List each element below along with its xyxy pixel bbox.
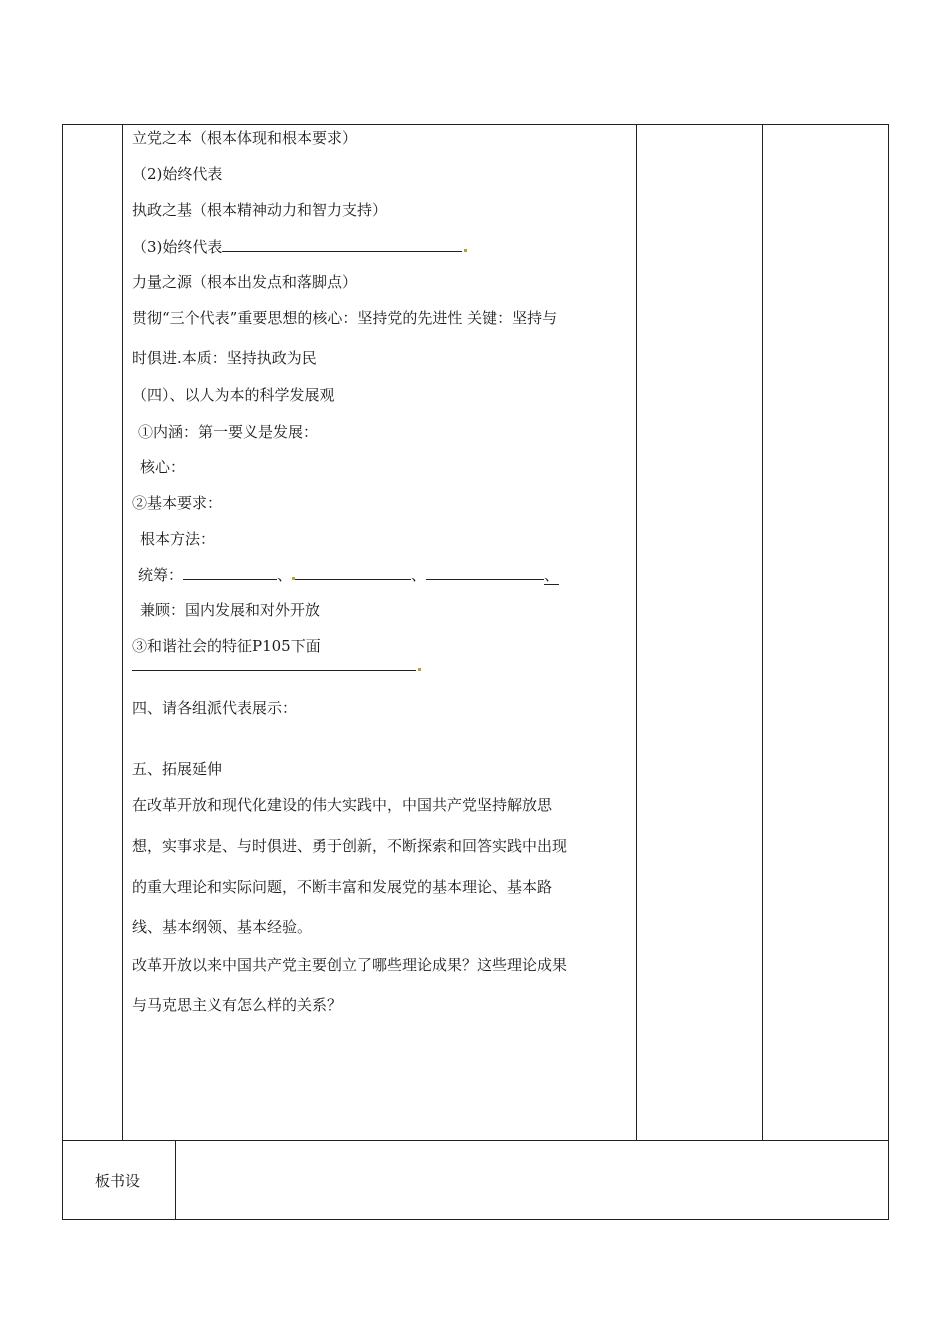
- coordinate-label: 统筹：: [138, 566, 184, 584]
- text-line-coordinate: [138, 565, 559, 585]
- text-line-connotation: ①内涵：第一要义是发展：: [138, 423, 319, 441]
- text-line-harmonious-society: ③和谐社会的特征P105下面: [132, 637, 321, 655]
- paragraph-line-3: 的重大理论和实际问题，不断丰富和发展党的基本理论、基本路: [132, 878, 553, 896]
- fill-blank-3: [295, 565, 411, 580]
- paragraph-line-4: 线、基本纲领、基本经验。: [132, 918, 313, 936]
- fill-blank-1: [222, 237, 462, 252]
- text-line-always-represent-2: （2)始终代表: [132, 165, 223, 183]
- always-represent-3-label: （3)始终代表: [132, 238, 223, 256]
- question-line-1: 改革开放以来中国共产党主要创立了哪些理论成果？这些理论成果: [132, 956, 568, 974]
- fill-blank-5: [132, 656, 416, 671]
- text-line-always-represent-3: [132, 237, 467, 257]
- text-line-governance-basis: 执政之基（根本精神动力和智力支持）: [132, 201, 388, 219]
- row-divider: [62, 1140, 889, 1141]
- board-design-label: 板书设: [95, 1172, 141, 1190]
- mark-dot: [418, 668, 421, 671]
- board-column-divider: [175, 1140, 176, 1220]
- column-divider-3: [762, 124, 763, 1141]
- section-heading-present: 四、请各组派代表展示：: [132, 699, 298, 717]
- separator: 、: [544, 566, 560, 584]
- text-line-core-key: 贯彻“三个代表”重要思想的核心：坚持党的先进性 关键：坚持与: [132, 309, 558, 327]
- text-line-blank: [132, 656, 421, 676]
- question-line-2: 与马克思主义有怎么样的关系？: [132, 996, 343, 1014]
- mark-dot: [464, 249, 467, 252]
- paragraph-line-2: 想，实事求是、与时俱进、勇于创新，不断探索和回答实践中出现: [132, 837, 568, 855]
- paragraph-line-1: 在改革开放和现代化建设的伟大实践中，中国共产党坚持解放思: [132, 796, 553, 814]
- column-divider-2: [636, 124, 637, 1141]
- text-line-source-of-strength: 力量之源（根本出发点和落脚点）: [132, 273, 358, 291]
- fill-blank-2: [183, 565, 277, 580]
- text-line-basic-requirements: ②基本要求：: [132, 494, 223, 512]
- text-line-core: 核心：: [140, 458, 186, 476]
- text-line-fundamental-method: 根本方法：: [140, 530, 216, 548]
- section-heading-scientific-development: （四）、以人为本的科学发展观: [132, 386, 335, 404]
- fill-blank-4: [426, 565, 544, 580]
- separator: 、: [411, 566, 427, 584]
- text-line-essence: 时俱进.本质：坚持执政为民: [132, 349, 317, 367]
- text-line-party-foundation: 立党之本（根本体现和根本要求）: [132, 129, 358, 147]
- text-line-balance: 兼顾：国内发展和对外开放: [140, 601, 321, 619]
- column-divider-1: [122, 124, 123, 1141]
- separator: 、: [277, 566, 293, 584]
- section-heading-extension: 五、拓展延伸: [132, 760, 223, 778]
